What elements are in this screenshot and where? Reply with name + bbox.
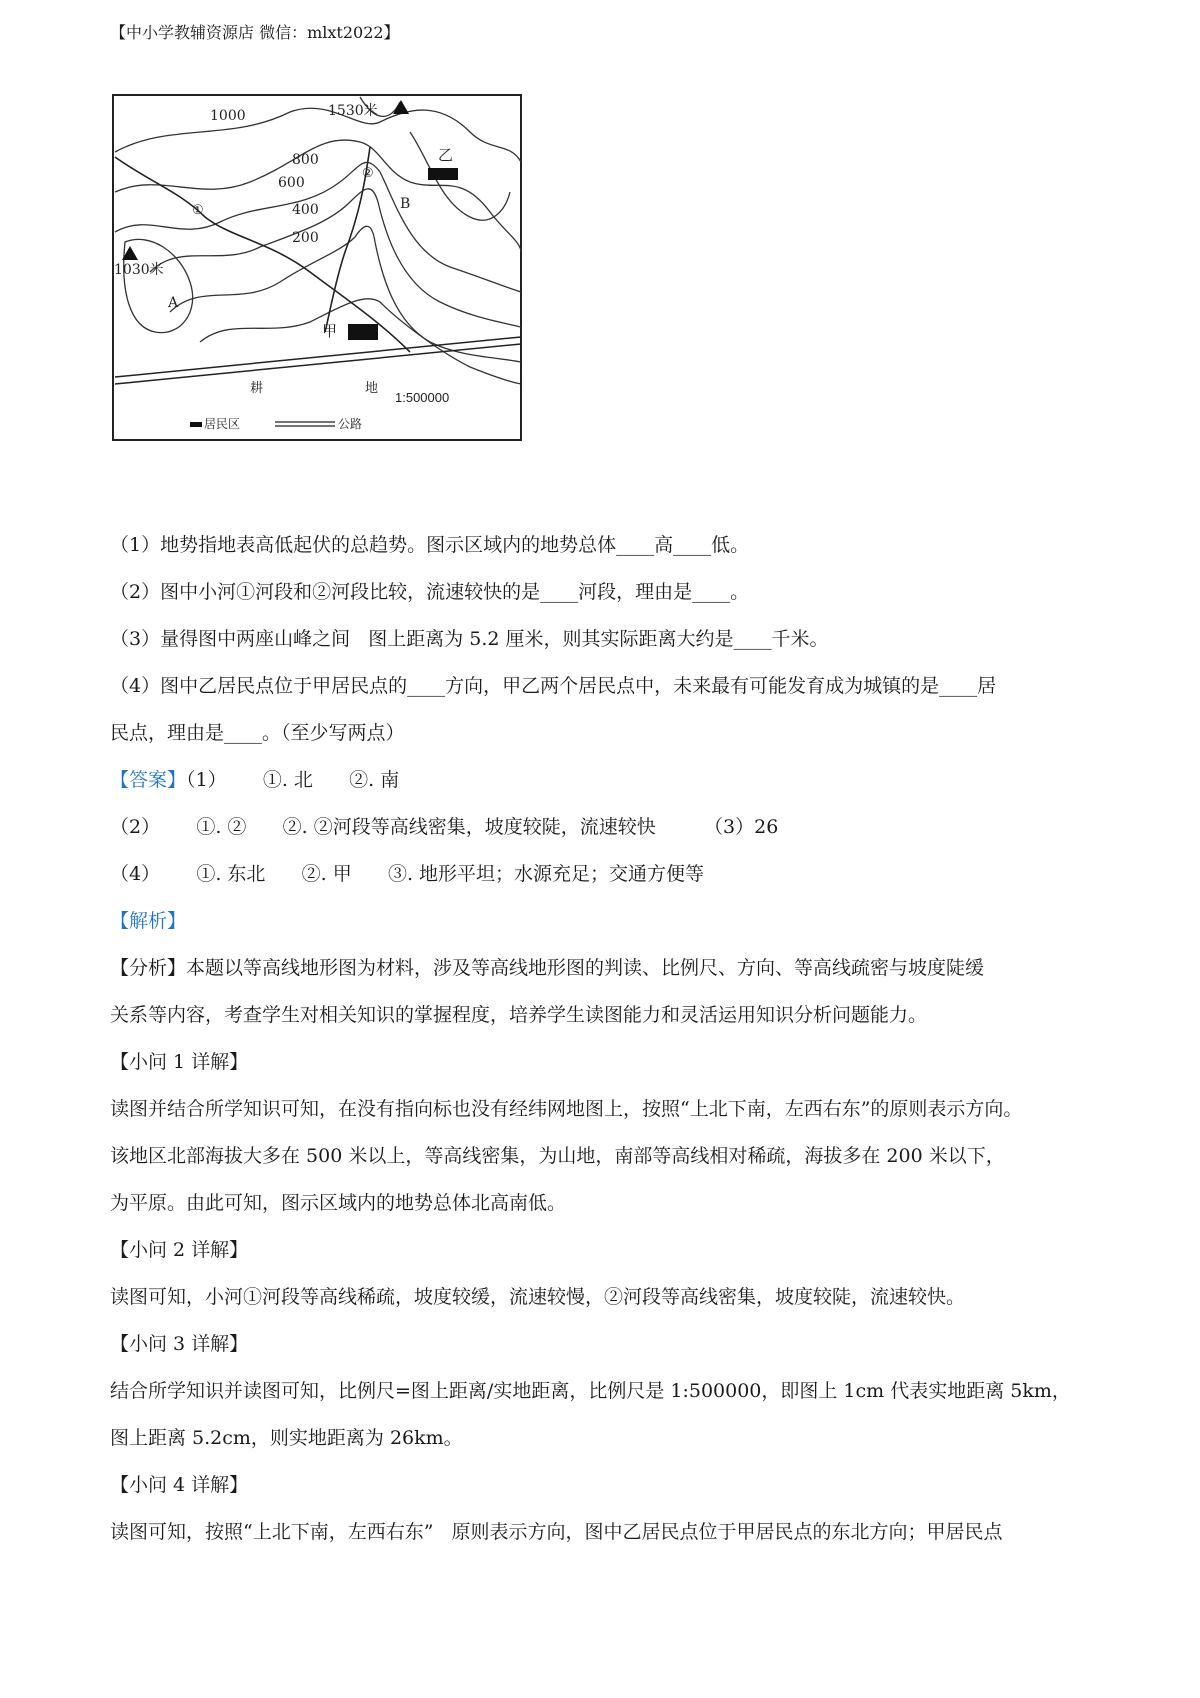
analysis-line: 为平原。由此可知，图示区域内的地势总体北高南低。 (110, 1192, 567, 1214)
contour-line (150, 189, 521, 327)
settlement-jia (348, 324, 378, 340)
settlement-label: 乙 (438, 146, 454, 164)
contour-label: 1000 (210, 108, 246, 124)
settlement-label: 甲 (322, 322, 338, 340)
analysis-line: 【小问 1 详解】 (110, 1051, 249, 1073)
question-line: （4）图中乙居民点位于甲居民点的____方向，甲乙两个居民点中，未来最有可能发育成为城镇的是____居 (110, 675, 997, 697)
contour-map-svg (110, 92, 530, 472)
document-content (110, 522, 1100, 1556)
question-line: （2）图中小河①河段和②河段比较，流速较快的是____河段，理由是____。 (110, 581, 750, 603)
settlement-yi (428, 168, 458, 180)
analysis-line: 读图可知，按照“上北下南，左西右东” 原则表示方向，图中乙居民点位于甲居民点的东北方向；甲居民点 (110, 1521, 1003, 1543)
answer-line (110, 757, 1100, 804)
header-watermark: 【中小学教辅资源店 微信：mlxt2022】 (110, 23, 400, 42)
analysis-line: 【小问 2 详解】 (110, 1239, 249, 1261)
river (115, 157, 410, 352)
question-line: （3）量得图中两座山峰之间 图上距离为 5.2 厘米，则其实际距离大约是____千米。 (110, 628, 829, 650)
analysis-line: 【小问 3 详解】 (110, 1333, 249, 1355)
contour-label: 800 (292, 152, 319, 168)
answer-1: （1） ①. 北 ②. 南 (186, 769, 400, 791)
peak-label: 1530米 (328, 103, 378, 119)
river-section-label: ① (192, 203, 204, 218)
river-section-label: ② (362, 166, 374, 181)
answer-2: （2） ①. ② ②. ②河段等高线密集，坡度较陡，流速较快 （3）26 (110, 816, 779, 838)
legend-road-label: 公路 (338, 417, 363, 431)
point-label: B (400, 196, 411, 212)
land-label: 地 (365, 381, 379, 396)
contour-label: 200 (292, 230, 319, 246)
legend-settlement-label: 居民区 (204, 417, 241, 431)
analysis-line: 【分析】本题以等高线地形图为材料，涉及等高线地形图的判读、比例尺、方向、等高线疏密与坡度陡缓 (110, 957, 985, 979)
peak-triangle (393, 100, 409, 114)
land-label: 耕 (250, 381, 264, 396)
analysis-line: 【小问 4 详解】 (110, 1474, 249, 1496)
analysis-line: 读图可知，小河①河段等高线稀疏，坡度较缓，流速较慢，②河段等高线密集，坡度较陡，流速较快。 (110, 1286, 966, 1308)
analysis-label: 【解析】 (110, 910, 187, 932)
point-label: A (168, 295, 179, 311)
question-line: 民点，理由是____。（至少写两点） (110, 722, 405, 744)
road-line (115, 344, 521, 384)
question-line: （1）地势指地表高低起伏的总趋势。图示区域内的地势总体____高____低。 (110, 534, 750, 556)
analysis-line: 结合所学知识并读图可知，比例尺=图上距离/实地距离，比例尺是 1:500000，即图上 1cm 代表实地距离 5km， (110, 1380, 1071, 1402)
answer-4: （4） ①. 东北 ②. 甲 ③. 地形平坦；水源充足；交通方便等 (110, 863, 705, 885)
analysis-line: 该地区北部海拔大多在 500 米以上，等高线密集，为山地，南部等高线相对稀疏，海拔多在 200 米以下， (110, 1145, 1005, 1167)
contour-label: 400 (292, 202, 319, 218)
peak-label: 1030米 (114, 262, 164, 278)
answer-label: 【答案】 (110, 769, 187, 791)
contour-map (110, 92, 530, 472)
analysis-line: 关系等内容，考查学生对相关知识的掌握程度，培养学生读图能力和灵活运用知识分析问题能力。 (110, 1004, 928, 1026)
analysis-line: 读图并结合所学知识可知，在没有指向标也没有经纬网地图上，按照“上北下南，左西右东”的原则表示方向。 (110, 1098, 1023, 1120)
contour-line (115, 162, 521, 292)
analysis-line: 图上距离 5.2cm，则实地距离为 26km。 (110, 1427, 463, 1449)
road-line (115, 337, 521, 377)
contour-label: 600 (278, 175, 305, 191)
legend-settlement-symbol (190, 422, 202, 427)
scale-label: 1:500000 (395, 390, 450, 405)
